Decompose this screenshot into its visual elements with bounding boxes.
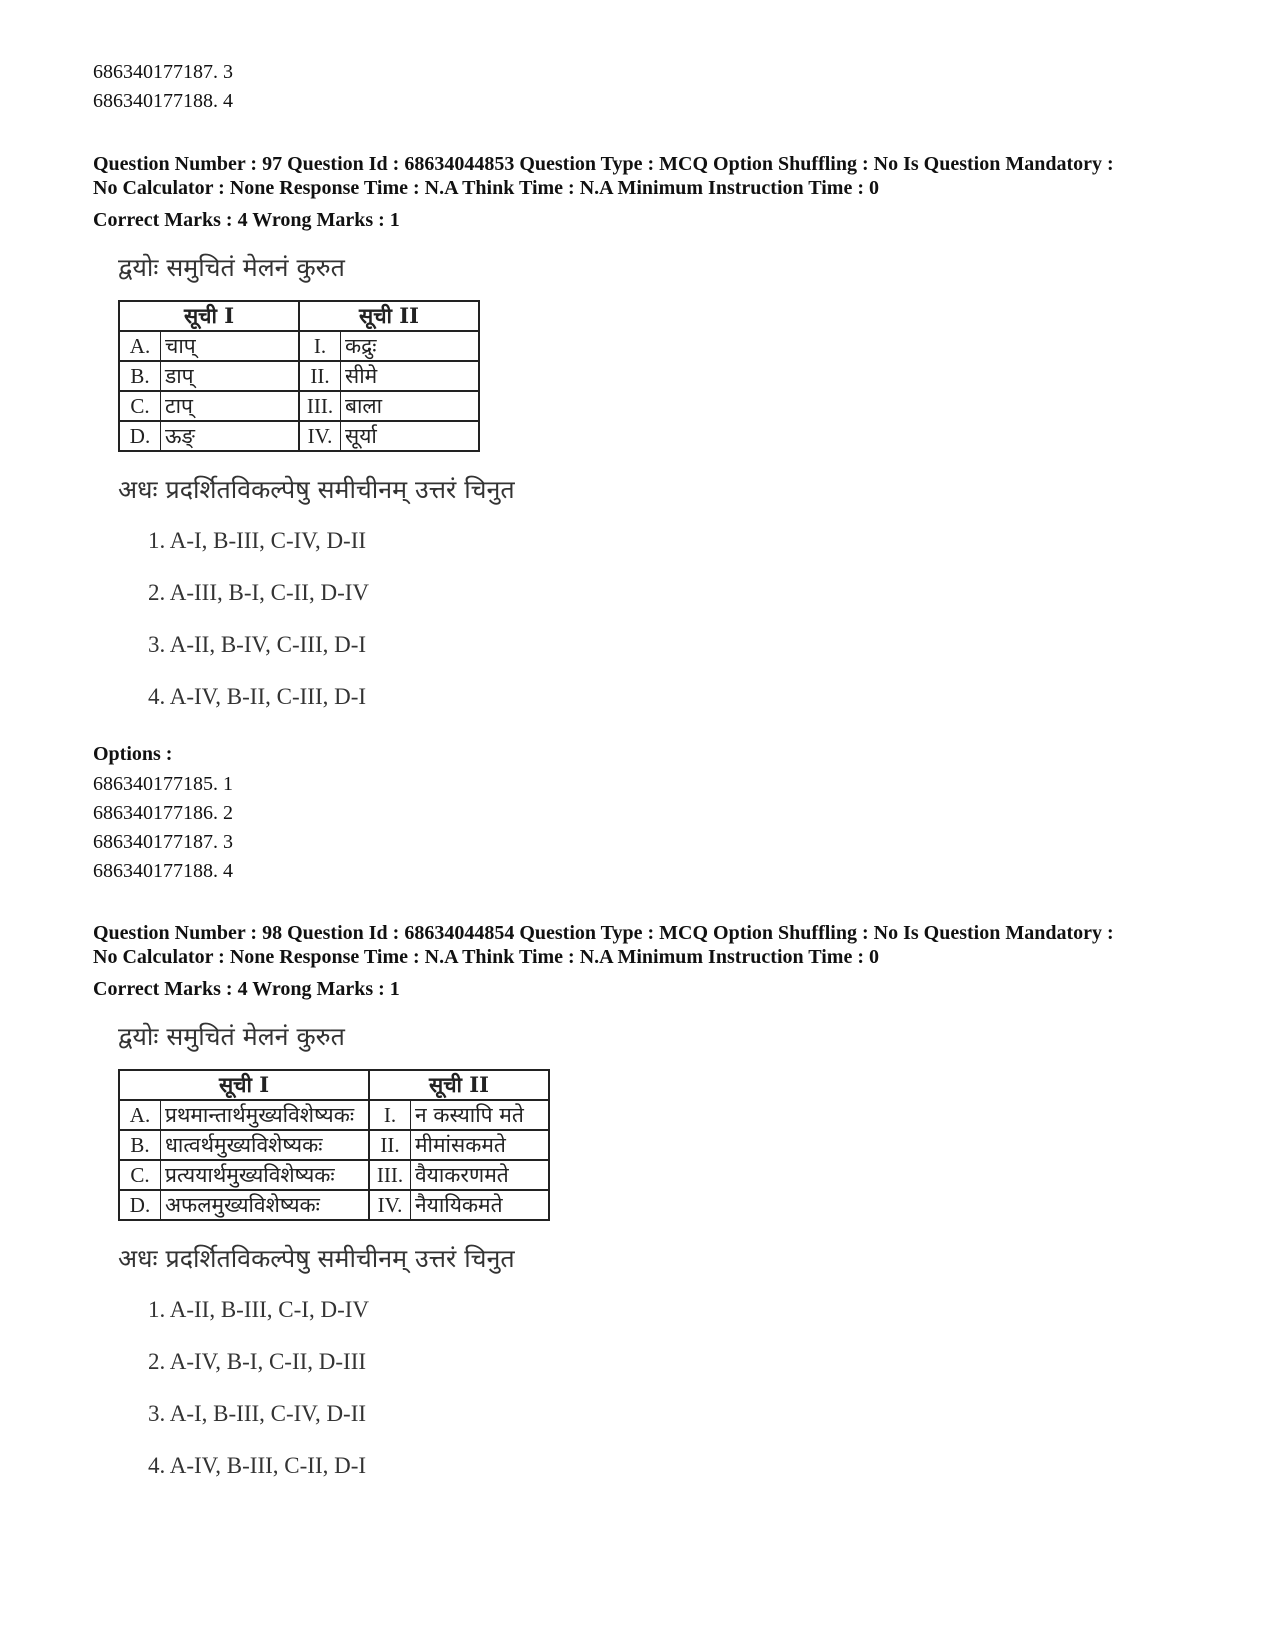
row-label-left: C.: [119, 1160, 161, 1190]
question-98-meta: [93, 921, 1213, 969]
row-value-right: मीमांसकमते: [411, 1130, 550, 1160]
row-value-left: ऊङ्: [161, 421, 300, 451]
choice-item: 4. A-IV, B-III, C-II, D-I: [148, 1453, 367, 1478]
choice-item: 4. A-IV, B-II, C-III, D-I: [148, 684, 367, 709]
question-97-marks: Correct Marks : 4 Wrong Marks : 1: [93, 209, 400, 231]
table-row: [119, 1100, 549, 1130]
choice-item: 3. A-II, B-IV, C-III, D-I: [148, 632, 367, 657]
row-label-right: I.: [369, 1100, 411, 1130]
table-header-row: [119, 1070, 549, 1100]
row-label-right: I.: [299, 331, 341, 361]
row-value-left: प्रत्ययार्थमुख्यविशेष्यकः: [161, 1160, 370, 1190]
table-row: [119, 421, 479, 451]
row-label-left: B.: [119, 1130, 161, 1160]
list1-header: सूची I: [119, 1070, 369, 1100]
row-label-right: III.: [299, 391, 341, 421]
row-value-right: सीमे: [341, 361, 480, 391]
question-97-meta: [93, 152, 1213, 200]
table-header-row: [119, 301, 479, 331]
choice-item: 2. A-III, B-I, C-II, D-IV: [148, 580, 369, 605]
question-97-instruction: अधः प्रदर्शितविकल्पेषु समीचीनम् उत्तरं चिनुत: [118, 475, 515, 504]
choice-item: 1. A-II, B-III, C-I, D-IV: [148, 1297, 369, 1322]
row-label-right: II.: [299, 361, 341, 391]
row-label-right: III.: [369, 1160, 411, 1190]
question-97-heading: द्वयोः समुचितं मेलनं कुरुत: [118, 253, 345, 282]
row-value-left: टाप्: [161, 391, 300, 421]
table-row: [119, 331, 479, 361]
choice-item: 1. A-I, B-III, C-IV, D-II: [148, 528, 367, 553]
row-label-left: A.: [119, 1100, 161, 1130]
question-97-meta-line2: No Calculator : None Response Time : N.A Think Time : N.A Minimum Instruction Time : 0: [93, 177, 879, 199]
question-97-options-label: Options :: [93, 743, 173, 765]
row-label-left: A.: [119, 331, 161, 361]
list2-header: सूची II: [369, 1070, 549, 1100]
table-row: [119, 1160, 549, 1190]
question-98-heading: द्वयोः समुचितं मेलनं कुरुत: [118, 1022, 345, 1051]
row-label-right: IV.: [299, 421, 341, 451]
option-id-line: 686340177188. 4: [93, 860, 233, 882]
row-label-left: C.: [119, 391, 161, 421]
question-98-meta-line1: Question Number : 98 Question Id : 68634044854 Question Type : MCQ Option Shuffling : No Is Question Mandatory :: [93, 922, 1114, 944]
row-value-left: डाप्: [161, 361, 300, 391]
question-98-meta-line2: No Calculator : None Response Time : N.A Think Time : N.A Minimum Instruction Time : 0: [93, 946, 879, 968]
prev-option-4: 686340177188. 4: [93, 90, 233, 112]
row-value-right: नैयायिकमते: [411, 1190, 550, 1220]
row-label-left: D.: [119, 421, 161, 451]
row-value-left: प्रथमान्तार्थमुख्यविशेष्यकः: [161, 1100, 370, 1130]
option-id-line: 686340177185. 1: [93, 773, 233, 795]
prev-option-3: 686340177187. 3: [93, 61, 233, 83]
question-98-marks: Correct Marks : 4 Wrong Marks : 1: [93, 978, 400, 1000]
table-row: [119, 391, 479, 421]
row-value-right: बाला: [341, 391, 480, 421]
question-97-meta-line1: Question Number : 97 Question Id : 68634044853 Question Type : MCQ Option Shuffling : No Is Question Mandatory :: [93, 153, 1114, 175]
question-98-instruction: अधः प्रदर्शितविकल्पेषु समीचीनम् उत्तरं चिनुत: [118, 1244, 515, 1273]
row-value-right: न कस्यापि मते: [411, 1100, 550, 1130]
question-97-choices: [148, 524, 515, 714]
row-label-left: B.: [119, 361, 161, 391]
option-id-line: 686340177187. 3: [93, 831, 233, 853]
row-label-right: IV.: [369, 1190, 411, 1220]
row-value-right: वैयाकरणमते: [411, 1160, 550, 1190]
choice-item: 3. A-I, B-III, C-IV, D-II: [148, 1401, 367, 1426]
question-98-match-table: [118, 1069, 550, 1221]
question-97-match-table: [118, 300, 480, 452]
question-97-body: [118, 252, 515, 732]
row-value-left: चाप्: [161, 331, 300, 361]
table-row: [119, 1130, 549, 1160]
row-value-left: अफलमुख्यविशेष्यकः: [161, 1190, 370, 1220]
row-label-right: II.: [369, 1130, 411, 1160]
list2-header: सूची II: [299, 301, 479, 331]
table-row: [119, 361, 479, 391]
row-value-left: धात्वर्थमुख्यविशेष्यकः: [161, 1130, 370, 1160]
question-98-body: [118, 1021, 550, 1501]
row-value-right: कद्रुः: [341, 331, 480, 361]
question-98-choices: [148, 1293, 550, 1483]
row-label-left: D.: [119, 1190, 161, 1220]
choice-item: 2. A-IV, B-I, C-II, D-III: [148, 1349, 367, 1374]
table-row: [119, 1190, 549, 1220]
list1-header: सूची I: [119, 301, 299, 331]
option-id-line: 686340177186. 2: [93, 802, 233, 824]
row-value-right: सूर्या: [341, 421, 480, 451]
